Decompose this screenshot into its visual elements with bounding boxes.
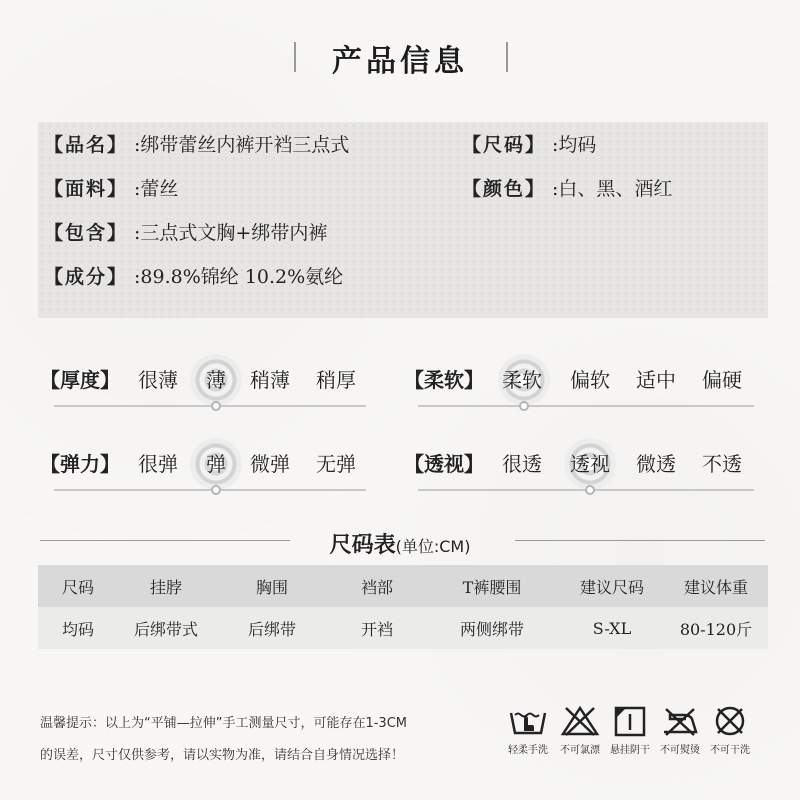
size-table-header-cell: 建议尺码 <box>579 577 644 597</box>
care-item-handwash <box>502 705 554 756</box>
info-includes-label: 【包含】 <box>44 222 129 244</box>
care-item-no-iron <box>654 705 706 756</box>
care-caption: 轻柔手洗 <box>508 745 548 756</box>
page-title: 产品信息 <box>332 44 468 79</box>
scale-thickness-opt-1: 薄 <box>206 368 226 392</box>
scale-softness <box>404 364 754 404</box>
size-table-header-cell: 尺码 <box>61 577 94 597</box>
care-item-no-bleach <box>554 705 606 756</box>
info-fabric-label: 【面料】 <box>44 178 129 200</box>
care-caption: 不可氯漂 <box>560 745 600 756</box>
size-table-header-cell: T裤腰围 <box>462 577 522 597</box>
scale-transparency-opt-2: 微透 <box>636 452 676 476</box>
care-caption: 悬挂阴干 <box>610 745 650 756</box>
scale-thickness-opt-0: 很薄 <box>138 368 178 392</box>
notice-line-1: 温馨提示：以上为“平铺—拉伸”手工测量尺寸，可能存在1-3CM <box>40 716 407 731</box>
size-table-cell: 80-120斤 <box>679 619 753 639</box>
size-table-header-cell: 挂脖 <box>149 577 182 597</box>
size-table-cell: 两侧绑带 <box>459 619 524 639</box>
info-color-label: 【颜色】 <box>462 178 547 200</box>
scale-elasticity-opt-2: 微弹 <box>250 452 290 476</box>
info-includes-value: :三点式文胸+绑带内裤 <box>134 222 328 244</box>
info-color <box>462 174 672 201</box>
info-name-value: :绑带蕾丝内裤开裆三点式 <box>134 134 350 156</box>
scale-softness-opt-3: 偏硬 <box>702 368 742 392</box>
scale-softness-line <box>418 405 754 407</box>
table-row <box>38 607 768 649</box>
info-composition-value: :89.8%锦纶 10.2%氨纶 <box>134 266 344 288</box>
scale-thickness-label: 【厚度】 <box>40 368 120 392</box>
scale-elasticity-opt-3: 无弹 <box>316 452 356 476</box>
size-table-cell: S-XL <box>592 618 632 638</box>
size-table-header-cell: 建议体重 <box>683 577 748 597</box>
scale-elasticity-opt-1: 弹 <box>206 452 226 476</box>
info-fabric-value: :蕾丝 <box>134 178 179 200</box>
size-title-right-rule <box>515 540 765 541</box>
scale-elasticity-opt-0: 很弹 <box>138 452 178 476</box>
size-table-header-row <box>38 565 768 607</box>
scale-softness-opt-1: 偏软 <box>570 368 610 392</box>
info-size-label: 【尺码】 <box>462 134 547 156</box>
scale-softness-opt-2: 适中 <box>636 368 676 392</box>
info-includes <box>44 218 327 245</box>
no-iron-icon <box>660 705 700 737</box>
scale-transparency-opt-1: 透视 <box>570 452 610 476</box>
size-table-cell: 开裆 <box>360 619 393 639</box>
info-size <box>462 130 596 157</box>
size-table-header-cell: 裆部 <box>360 577 393 597</box>
care-item-hang-dry <box>604 705 656 756</box>
size-table-unit: (单位:CM) <box>395 537 471 556</box>
size-title-left-rule <box>40 540 290 541</box>
size-table-cell: 后绑带 <box>247 619 296 639</box>
scale-elasticity-pin <box>211 485 221 495</box>
care-item-no-dryclean <box>704 705 756 756</box>
size-table-cell: 均码 <box>61 619 94 639</box>
scale-thickness <box>40 364 370 404</box>
info-composition-label: 【成分】 <box>44 266 129 288</box>
info-panel <box>38 122 768 318</box>
gentle-handwash-icon <box>508 705 548 737</box>
size-table <box>38 565 768 649</box>
size-table-title <box>0 528 800 559</box>
scale-thickness-line <box>54 405 366 407</box>
scale-transparency-label: 【透视】 <box>404 452 484 476</box>
care-caption: 不可熨烫 <box>660 745 700 756</box>
info-color-value: :白、黑、酒红 <box>552 178 673 200</box>
notice <box>40 708 480 772</box>
scale-thickness-opt-2: 稍薄 <box>250 368 290 392</box>
scale-softness-opt-0: 柔软 <box>502 368 542 392</box>
scale-transparency-pin <box>585 485 595 495</box>
info-name-label: 【品名】 <box>44 134 129 156</box>
scale-elasticity <box>40 448 370 488</box>
scale-softness-pin <box>519 401 529 411</box>
care-caption: 不可干洗 <box>710 745 750 756</box>
no-dryclean-icon <box>710 705 750 737</box>
header <box>0 36 800 80</box>
scale-elasticity-label: 【弹力】 <box>40 452 120 476</box>
scale-elasticity-line <box>54 489 366 491</box>
scale-thickness-pin <box>211 401 221 411</box>
info-composition <box>44 262 343 289</box>
size-table-cell: 后绑带式 <box>133 619 198 639</box>
scale-transparency <box>404 448 754 488</box>
size-table-heading: 尺码表 <box>329 533 396 558</box>
info-fabric <box>44 174 178 201</box>
hang-dry-shade-icon <box>610 705 650 737</box>
no-bleach-icon <box>560 705 600 737</box>
scale-thickness-opt-3: 稍厚 <box>316 368 356 392</box>
info-name <box>44 130 349 157</box>
info-size-value: :均码 <box>552 134 597 156</box>
scale-transparency-opt-3: 不透 <box>702 452 742 476</box>
scale-transparency-opt-0: 很透 <box>502 452 542 476</box>
size-table-header-cell: 胸围 <box>255 577 288 597</box>
scale-softness-label: 【柔软】 <box>404 368 484 392</box>
header-right-bar <box>506 42 508 72</box>
notice-line-2: 的误差，尺寸仅供参考，请以实物为准，请结合自身情况选择！ <box>40 748 405 763</box>
header-left-bar <box>294 42 296 72</box>
